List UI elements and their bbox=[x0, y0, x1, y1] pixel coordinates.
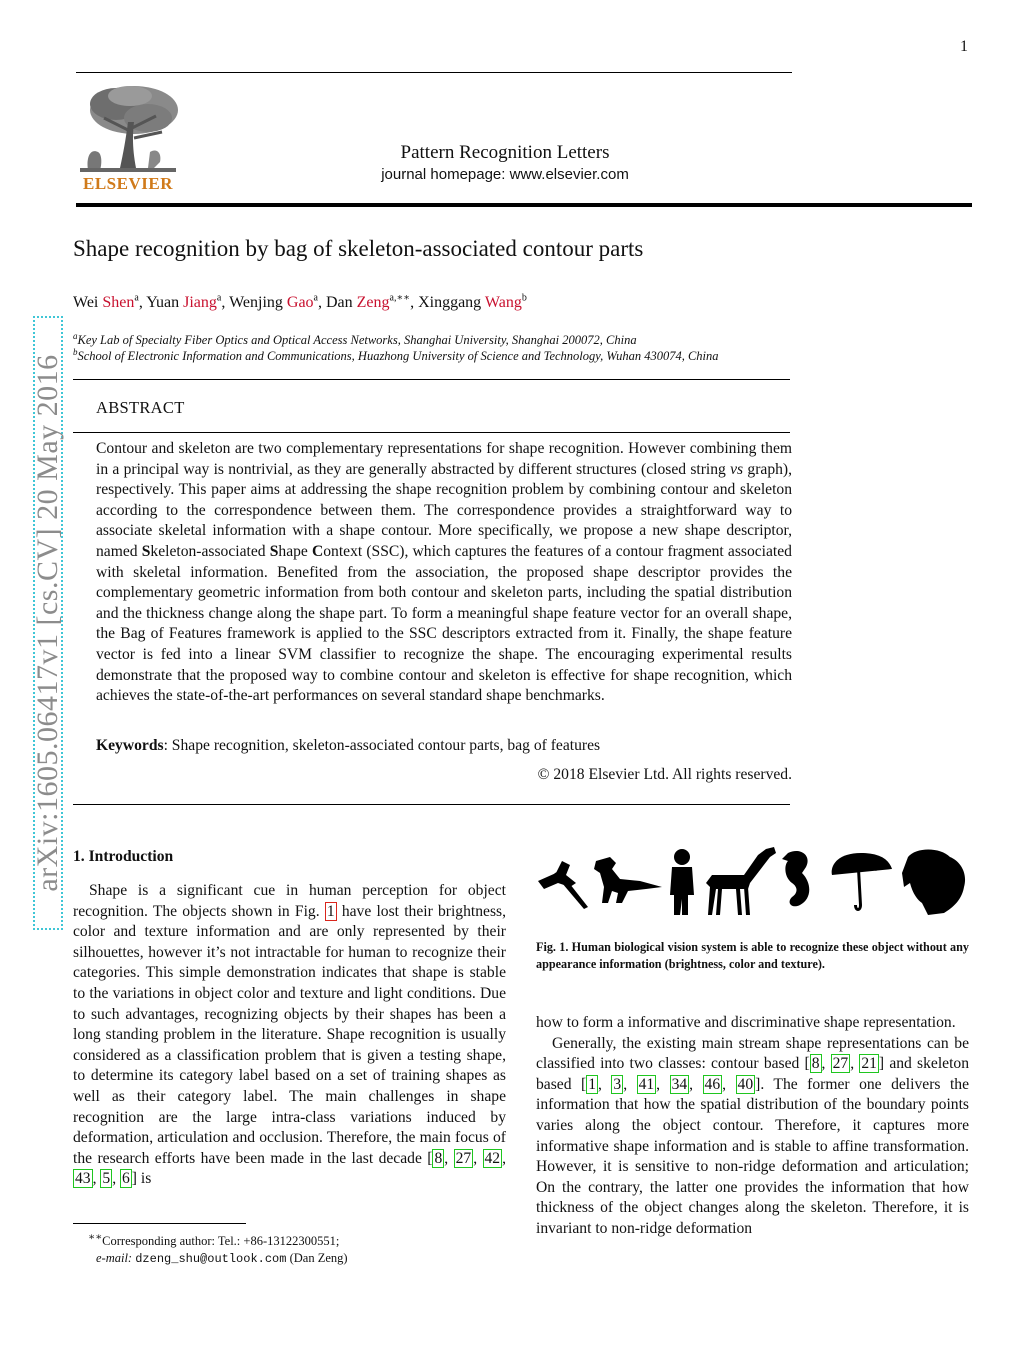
journal-homepage[interactable]: journal homepage: www.elsevier.com bbox=[381, 166, 629, 183]
intro-paragraph: how to form a informative and discriminative shape representation. bbox=[536, 1014, 956, 1031]
header-top-rule bbox=[76, 72, 792, 73]
author: Dan Zeng$^{a,∗∗}$, bbox=[326, 293, 419, 312]
citation-link[interactable]: 21 bbox=[861, 1055, 877, 1073]
citation-link[interactable]: 5 bbox=[102, 1170, 111, 1188]
affiliation-a: $^a$Key Lab of Specialty Fiber Optics and Optical Access Networks, Shanghai University, Shanghai 200072, China bbox=[73, 331, 637, 348]
author-link[interactable]: Jiang bbox=[183, 294, 217, 312]
footnote-email: e-mail: dzeng_shu@outlook.com (Dan Zeng) bbox=[96, 1251, 348, 1267]
elsevier-wordmark: ELSEVIER bbox=[83, 174, 173, 193]
footnote-rule bbox=[73, 1223, 246, 1224]
dinosaur-silhouette bbox=[594, 857, 662, 903]
journal-name: Pattern Recognition Letters bbox=[400, 142, 610, 163]
header-bottom-rule bbox=[76, 203, 972, 207]
giraffe-silhouette bbox=[706, 847, 776, 915]
citation-link[interactable]: 1 bbox=[588, 1075, 596, 1093]
abstract-text: Contour and skeleton are two complementary representations for shape recognition. However combining them in a principal way is nontrivial, as they are generally abstracted by different structures (closed string vs graph), respectively. This paper aims at addressing the shape recognition problem by combining contour and skeleton according to the correspondence between them. The correspondence provides a straightforward way to associate skeletal information with a shape contour. More specifically, we propose a new shape descriptor, named Skeleton-associated Shape Context (SSC), which captures the features of a contour fragment associated with skeletal information. Benefited from the association, the proposed shape descriptor provides the complementary geometric information from both contour and skeleton parts, including the spatial distribution and the thickness change along the shape part. To form a meaningful shape feature vector for an overall shape, the Bag of Features framework is applied to the SSC descriptors extracted from it. Finally, the shape feature vector is fed into a linear SVM classifier to recognize the shape. The encouraging experimental results demonstrate that the proposed way to combine contour and skeleton is effective for shape recognition, which achieves the state-of-the-art performances on several standard shape benchmarks. bbox=[96, 440, 793, 705]
author-link[interactable]: Zeng bbox=[356, 294, 390, 312]
keywords-label: Keywords bbox=[96, 737, 164, 754]
hand-holding-flower-silhouette bbox=[538, 861, 588, 909]
figure-1-caption: Fig. 1. Human biological vision system is able to recognize these object without any appearance information (brightness, color and texture). bbox=[536, 940, 969, 971]
abstract-heading: ABSTRACT bbox=[96, 398, 185, 417]
section-heading: 1. Introduction bbox=[73, 848, 174, 865]
abstract-heading-rule bbox=[73, 432, 790, 433]
author-link[interactable]: Gao bbox=[286, 294, 314, 312]
umbrella-silhouette bbox=[832, 853, 892, 911]
intro-left-column bbox=[73, 881, 506, 1190]
citation-link[interactable]: 40 bbox=[737, 1075, 754, 1093]
citation-link[interactable]: 6 bbox=[121, 1170, 130, 1188]
keywords: Keywords: Shape recognition, skeleton-associated contour parts, bag of features bbox=[96, 737, 601, 754]
citation-link[interactable]: 27 bbox=[832, 1055, 849, 1073]
affiliation-b: $^b$School of Electronic Information and Communications, Huazhong University of Science and Technology, Wuhan 430074, China bbox=[73, 347, 719, 364]
author: Xinggang Wang$^b$ bbox=[418, 293, 527, 312]
intro-right-column bbox=[536, 1013, 969, 1240]
author-link[interactable]: Wang bbox=[484, 294, 522, 312]
footnote-contact: ∗∗Corresponding author: Tel.: +86-13122300551; bbox=[88, 1232, 340, 1249]
intro-paragraph: Generally, the existing main stream shape representations can be classified into two classes: contour based [ 8 , 27 , 21 ] and skeleton based [ 1 , 3 , 41 , 34 , 46 , 40 ]. The former one delivers the information that how the spatial distribution of the boundary points varies along the object contour. Therefore, it captures more informative shape information and is stable to affine transformation. However, it is sensitive to non-ridge deformation and articulation; On the contrary, the latter one provides the information that how thickness of the object changes along the skeleton. Therefore, it is invariant to non-ridge deformation bbox=[536, 1034, 969, 1237]
author-link[interactable]: Shen bbox=[102, 294, 135, 312]
author: Wei Shen$^a$, bbox=[73, 293, 147, 312]
copyright-notice: © 2018 Elsevier Ltd. All rights reserved. bbox=[537, 766, 792, 783]
footnote bbox=[88, 1229, 348, 1268]
intro-paragraph: Shape is a significant cue in human perception for object recognition. The objects shown in Fig. 1 have lost their brightness, color and texture information and are only represented by their silhouettes, however it’s not intractable for human to recognize their categories. This simple demonstration indicates that shape is stable to the variations in object color and texture and light conditions. Due to such advantages, recognizing objects by their shapes has been a long standing problem in the literature. Shape recognition is usually considered as a classification problem that is given a testing shape, to determine its category label based on a set of training shapes as well as their category label. The main challenges in shape recognition are the large intra-class variations induced by deformation, articulation and occlusion. Therefore, the main focus of the research efforts have been made in the last decade [ 8 , 27 , 42 , 43 , 5 , 6 ] is bbox=[73, 882, 506, 1188]
citation-link[interactable]: 42 bbox=[484, 1149, 501, 1167]
email-link[interactable]: dzeng_shu@outlook.com bbox=[135, 1252, 287, 1267]
citation-link[interactable]: 43 bbox=[75, 1170, 91, 1188]
author: Wenjing Gao$^a$, bbox=[229, 293, 326, 312]
citation-link[interactable]: 41 bbox=[638, 1075, 655, 1093]
author: Yuan Jiang$^a$, bbox=[146, 293, 230, 312]
citation-link[interactable]: 46 bbox=[704, 1075, 721, 1093]
citation-link[interactable]: 27 bbox=[455, 1149, 472, 1167]
abstract-top-rule bbox=[73, 379, 790, 380]
seahorse-silhouette bbox=[782, 851, 809, 906]
arxiv-identifier: arXiv:1605.06417v1 [cs.CV] 20 May 2016 bbox=[31, 354, 64, 892]
citation-link[interactable]: 3 bbox=[613, 1075, 622, 1093]
author-list bbox=[73, 293, 527, 312]
figure-1-silhouettes bbox=[536, 843, 969, 923]
citation-link[interactable]: 8 bbox=[811, 1055, 820, 1073]
child-silhouette bbox=[670, 849, 694, 915]
figure-reference-link[interactable]: 1 bbox=[326, 902, 335, 920]
page-number: 1 bbox=[960, 38, 968, 55]
citation-link[interactable]: 8 bbox=[434, 1149, 443, 1167]
elephant-silhouette bbox=[902, 850, 965, 916]
abstract-bottom-rule bbox=[73, 804, 790, 805]
citation-link[interactable]: 34 bbox=[671, 1075, 688, 1093]
paper-title: Shape recognition by bag of skeleton-associated contour parts bbox=[73, 236, 644, 261]
